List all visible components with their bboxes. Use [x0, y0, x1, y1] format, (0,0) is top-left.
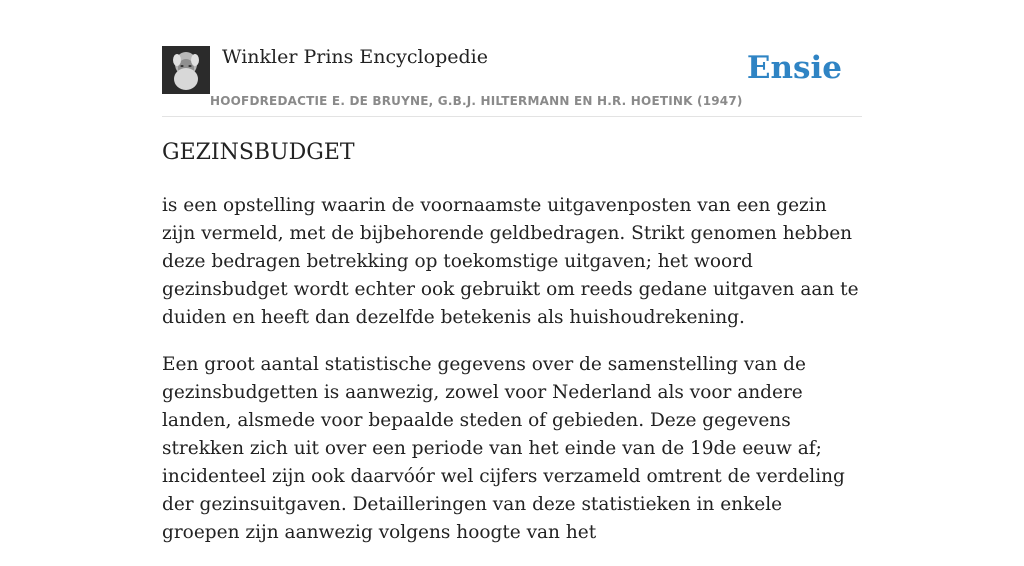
source-title[interactable]: Winkler Prins Encyclopedie — [222, 46, 488, 68]
ensie-logo-link[interactable]: Ensie — [746, 50, 842, 86]
source-portrait-avatar[interactable] — [162, 46, 210, 94]
article-headword: GEZINSBUDGET — [162, 140, 355, 165]
article-body — [162, 192, 862, 566]
article-paragraph: Een groot aantal statistische gegevens over de samenstelling van de gezinsbudgetten is aanwezig, zowel voor Nederland als voor andere landen, alsmede voor bepaalde steden of gebieden. Deze gegevens strekken zich uit over een periode van het einde van de 19de eeuw af; incidenteel zijn ook daarvóór wel cijfers verzameld omtrent de verdeling der gezinsuitgaven. Detailleringen van deze statistieken in enkele groepen zijn aanwezig volgens hoogte van het — [162, 354, 845, 543]
source-header — [162, 40, 862, 117]
article-paragraph: is een opstelling waarin de voornaamste uitgavenposten van een gezin zijn vermeld, met de bijbehorende geldbedragen. Strikt genomen hebben deze bedragen betrekking op toekomstige uitgaven; het woord gezinsbudget wordt echter ook gebruikt om reeds gedane uitgaven aan te duiden en heeft dan dezelfde betekenis als huishoudrekening. — [162, 195, 859, 328]
editors-credit: HOOFDREDACTIE E. DE BRUYNE, G.B.J. HILTERMANN EN H.R. HOETINK (1947) — [210, 94, 743, 108]
portrait-image — [162, 46, 210, 94]
